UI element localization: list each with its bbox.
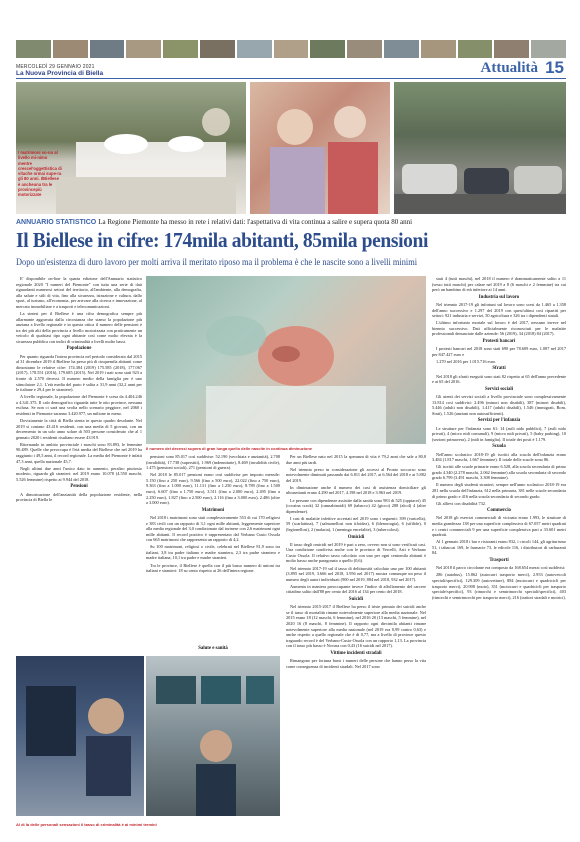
- paragraph: Rimangono per fortuna bassi i numeri delle persone che hanno perso la vita come conseguenza di incidenti stradali. Nel 2017 sono: [286, 658, 426, 669]
- subheading-scuola: Scuola: [492, 444, 506, 450]
- column-4: [432, 276, 566, 836]
- paragraph: Nel triennio 2017-19 gli infortuni sul lavoro sono scesi da 1.465 a 1.358 dell'anno successivo e 1.297 del 2019 con quest'ultimi così ripartiti per settori: 921 industria e servizi, 50 agricoltura e 326 tra i dipendenti statali.: [432, 301, 566, 319]
- photo-cars-street: [394, 82, 566, 214]
- column-3: [286, 454, 426, 836]
- masthead: [16, 64, 103, 77]
- paper-name: La Nuova Provincia di Biella: [16, 70, 104, 77]
- column-2: [146, 454, 280, 642]
- subheading-omicidi: Omicidi: [347, 534, 365, 540]
- paragraph: Nel 2018 il parco circolante era composto da 168.654 mezzi così suddivisi:: [436, 565, 566, 571]
- subheading-matrimoni: Matrimoni: [201, 507, 225, 513]
- subheading-infortuni: Industria sul lavoro: [478, 294, 520, 300]
- paragraph: L'ultimo infortunio mortale sul lavoro è del 2017, nessuno invece nel biennio successivo. Dati ufficialmente riconosciuti per le malattie professionali denunciate dalle aziende: 56 (2019), 34 (2018) 84 (2017).: [432, 320, 566, 337]
- paragraph: Le strutture per l'infanzia sono 61: 14 (asili nido pubblici), 7 (asili nido privati), 4 (micro nidi comunali), 9 (micro nidi privati), 5 (baby parking), 10 (sezioni primavera), 2 (nidi in famiglia). Il totale dei posti è 1.179.: [432, 425, 566, 442]
- photo-left-caption: I matrimoni so-no al livello mi-nimo mentre crescel'oggettistica di vitache ormai supe-ra gli 80 anni. IlBiellese è ancheuna tra le provincepiù motorizzate: [18, 150, 62, 197]
- inset-title-salute: Salute e sanità: [198, 646, 228, 651]
- paragraph: Nell'anno scolastico 2018-19 gli iscritti alla scuola dell'infanzia erano 3.484 (1.817 maschi, 1.667 femmine). Il totale delle scuole sono 86.: [432, 451, 566, 463]
- paragraph: Nel 2018 i matrimoni sono stati complessivamente 553 di cui 170 religiosi e 383 civili con un rapporto di 3,1 ogni mille abitanti, leggermente superiore alla media regionale del 3,0 condizionato dal torinese con 2,6 matrimoni ogni mille abitanti. Il record positivo è rappresentato dal Verbano Cusio Ossola con 665 matrimoni che rappresenta un rapporto di 4,2.: [146, 514, 280, 543]
- photo-newborn: [146, 276, 426, 444]
- operations-room-illustration: [146, 656, 280, 816]
- header-rule: [16, 78, 566, 79]
- paragraph: Negli ultimi due anni l'unico dato in aumento, peraltro piuttosto modesto, riguarda gli stranieri: nel 2019 erano 10.078 (4.550 maschi, 5.526 femmine) rispetto ai 9.944 del 2018.: [16, 465, 142, 482]
- elderly-women-illustration: [250, 82, 390, 214]
- paragraph: A livello regionale, la popolazione del Piemonte è scesa da 4.404.246 a 4.341.375. Il calo demografico riguarda tutte le otto province, nessuna esclusa. Se non ci sarà una svolta nello scenario peggiore, nel 2060 i residenti in Piemonte saranno 3.420.977, un milione in meno.: [16, 394, 142, 416]
- paragraph: Nel 2018 gli esercizi commerciali di vicinato erano 1.993, le strutture di media grandezza 138 per una superficie complessiva di 67.057 metri quadrati e i centri commerciali 9 per una superficie complessiva pari a 33.601 metri quadrati.: [432, 515, 566, 538]
- column-1: [16, 276, 142, 668]
- paragraph: Il numero degli studenti stranieri, sempre nell'anno scolastico 2018-19 era 281 nella scuola dell'infanzia, 612 nella primaria, 381 nelle scuole secondaria di primo grado e 416 nella scuola secondaria di secondo grado.: [432, 482, 566, 499]
- paragraph: Gli iscritti alle scuole primarie erano 6.528, alla scuola secondaria di primo grado 4.340 (2.278 maschi, 2.062 femmine) alla scuola secondaria di secondo grado 6.799 (3.491 maschi, 3.308 femmine).: [432, 464, 566, 481]
- photo-elderly-women: [250, 82, 390, 214]
- subheading-commercio: Commercio: [487, 508, 511, 514]
- paragraph: Le persone con dipendenze assistite dalla sanità sono 983 di 525 (oppiacei) 45 (cocaina crack) 32 (cannabinoidi) 69 (tabacco) 42 (gioco) 288 (alcol) 4 (altre dipendenze).: [286, 497, 426, 514]
- paragraph: Ritornando in ambito provinciale i maschi sono 83.893, le femmine 90.489. Quelle che preoccupa è l'età media del Biellese che nel 2019 ha raggiunto i 49,5 anni, il record regionale. La media del Piemonte è infatti 47,3 anni, quella nazionale 45,7.: [16, 441, 142, 464]
- paragraph: Su 100 matrimoni, religiosi o civile, celebrati nel Biellese 81,9 sono tra italiani, 3,8 tra padre italiano e madre straniera, 2,3 tra padre straniero e madre italiana, 10,1 tra padre e madre stranieri.: [146, 544, 280, 561]
- photo-police-interior: [16, 656, 144, 816]
- photo-caption-newborn: Il numero dei decessi supera di gran lunga quello delle nascite in continua diminuzione: [146, 446, 313, 451]
- paragraph: I protesti bancari nel 2018 sono stati 690 per 78.609 euro, 1.087 nel 2017 per 847.427 euro e: [432, 346, 566, 357]
- paragraph: Gli utenti dei servizi sociali a livello provinciale sono complessivamente 13.814 così suddivisi: 2.496 (minori non disabili), 387 (minori disabili), 5.446 (adulti non disabili), 1.417 (adulti disabili), 1.546 (immigrati, Rom, Sinti), 1.526 (anziani non autosufficienti).: [432, 394, 566, 416]
- paragraph: Nel 2018 gli sfratti eseguiti sono stati 82 rispetto ai 65 dell'anno precedente e ai 65 del 2016.: [432, 373, 566, 385]
- subheading-trasporti: Trasporti: [489, 558, 509, 564]
- paragraph: 286 (autobus), 15.862 (autocarri trasporto merci), 2.953 (autoveicoli speciali/specifici), 129.309 (autovetture), 884 (motocarri e quadricicli per trasporto merci), 20.908 (moto), 351 (motocarri e quadricicli per trasporto speciale/specifici), 93 (rimorchi e semirimorchi speciali/specifici), 403 (rimorchi e semirimorchi per trasporto merci), 216 (trattori stradali e motrici).: [432, 572, 566, 600]
- newborn-illustration: [146, 276, 426, 444]
- deck: La Regione Piemonte ha messo in rete i relativi dati: l'aspettativa di vita continua a salire e supera quota 80 anni: [98, 218, 413, 226]
- paragraph: Nel triennio 2015-2017 il Biellese ha perso il triste primato dei suicidi anche se il tasso di mortalità rimane notevolmente superiore alla media nazionale. Nel 2015 erano 18 (12 maschi, 6 femmine), nel 2016 20 (13 maschi, 5 femmine), nel 2020 16 (8 maschi, 8 femmine). Il rapporto ogni diecimila abitanti rimane notevolmente superiore alla media nazionale (nel 2019 era 0,99 contro 0,63) e anche rispetto a quello regionale che è di 0,77, ma a livello di province questo traguardo record è del Verbano-Cusio-Ossola con un rapporto 1,13. La provincia con il tasso più basso è Novara con 0,43 (16 suicidi nel 2017).: [286, 604, 426, 649]
- paragraph: I casi di malattie infettive accertati nel 2019 sono i seguenti: 399 (varicella), 59 (scarlattina), 7 (salmonellosi non tifoidea), 6 (blenorragia), 6 (sifilide), 0 (legionellosi), 2 (malaria), 1 (meningo encefalite), 3 (tubercolosi).: [286, 515, 426, 532]
- paragraph: Il tasso degli omicidi nel 2019 è pari a zero, ovvero non si sono verificati casi. Una condizione condivisa anche con le province di Vercelli, Asti e Verbano Cusio Ossola. Il relativo tasso calcolato con uno per ogni centomila abitanti è molto basso anche paragonato a quello (0,6).: [286, 541, 426, 564]
- paragraph: stati 4 (tutti maschi), nel 2018 il numero è drammaticamente salito a 11 (sesso tutti maschi) per calare nel 2019 a 8 (6 maschi e 2 femmine) tra cui però un bambino di età inferiore ai 14 anni.: [432, 276, 566, 293]
- section-title: Attualità: [480, 60, 538, 76]
- paragraph: Gli allievi con disabilità 732.: [436, 500, 487, 506]
- photo-caption-criminalita: Al di là delle personali sensazioni il tasso di criminalità è ai minimi termini: [16, 822, 157, 827]
- paragraph: Nel triennio 2017-19 sul il tasso di delittuosità calcolato uno per 100 abitanti (3.895 nel 2019, 3.666 nel 2018, 3.956 nel 2017) mostra comunque un peso il numero degli autori individuati (900 nel 2019, 884 nel 2018, 932 nel 2017).: [286, 565, 426, 582]
- cars-street-illustration: [394, 82, 566, 214]
- paragraph: Nel triennio preso in considerazione gli accessi al Pronto soccorso sono notevolmente diminuiti passando dai 6.811 del 2017, ai 6.564 del 2018 e ai 5.882 del 2019.: [286, 466, 426, 483]
- paragraph: In diminuzione anche il numero dei casi di assistenza domiciliare gli ultrasettanti erano 4.290 nel 2017, 4.198 nel 2018 e 3.963 nel 2019.: [286, 484, 426, 496]
- paragraph: Per quanto riguarda l'intera provincia nel periodo considerato dal 2015 al 31 dicembre 2019 il Biellese ha perso più di cinquemila abitanti come dimostrano le relative cifre: 174.384 (2019) 175.585 (2018), 177.067 (2017), 178.551 (2016), 179.685 (2015). Nel 2019 i nati sono stati 923 a fronte di 2.570 decessi. Il numero medio della famiglia per è uno stimolatore 2,1. L'età media del parto è salita a 31,9 anni (32,2 anni per le italiane e 29,4 per le straniere).: [16, 353, 142, 393]
- subheading-pensioni: Pensioni: [70, 484, 88, 490]
- headline: Il Biellese in cifre: 174mila abitanti, 85mila pensioni: [16, 228, 429, 252]
- issue-date: MERCOLEDÌ 29 GENNAIO 2021: [16, 64, 95, 70]
- paragraph: Al 1 gennaio 2018 i bar e ristoranti erano 832, i circoli 144, gli agriturismo 51, i tabaccai 169, le farmacie 73, le edicole 116, i distributori di carburanti 84.: [432, 539, 566, 556]
- photo-operations-room: [146, 656, 280, 816]
- subheading-popolazione: Popolazione: [66, 346, 92, 352]
- subheading-servizi-sociali: Servizi sociali: [484, 386, 514, 392]
- subheading-vittime: Vittime incidenti stradali: [330, 650, 382, 656]
- subheading-infanzia: Servizi per l'infanzia: [477, 418, 521, 424]
- paragraph: A dimostrazione dell'anzianità della popolazione residente, nella provincia di Biella le: [16, 491, 142, 503]
- kicker-line: [16, 218, 566, 226]
- paragraph: Tra le province, il Biellese è quella con il più basso numero di unioni tra italiani e stranieri: 18 su cento rispetto ai 26 dell'intera regione.: [146, 562, 280, 574]
- police-interior-illustration: [16, 656, 144, 816]
- paragraph: Nel 2018 le 85.017 pensioni erano così suddivise per importo mensile: 5.150 (fino a 250 euro), 9.566 (fino a 500 euro), 22.022 (fino a 750 euro), 9.363 (fino a 1.000 euro), 11.131 (fino a 1.250 euro), 8.789 (fino a 1.500 euro), 6.607 (fino a 1.750 euro), 3.511 (fino a 2.000 euro), 2.495 (fino a 2.250 euro), 1.827 (fino a 2.500 euro), 2.116 (fino a 3.000 euro), 2.486 (oltre a 3.000 euro).: [146, 472, 280, 506]
- subheading-protesti: Protesti bancari: [482, 338, 516, 344]
- subheading-sfratti: Sfratti: [492, 366, 506, 372]
- kicker: ANNUARIO STATISTICO: [16, 219, 97, 226]
- page-number: 15: [545, 58, 564, 77]
- paragraph: E' disponibile on-line la quarta edizione dell'Annuario statistico regionale 2020 "I numeri del Piemonte" con tutta una serie di dati riguardanti numerosi settori del territorio, all'ambiente, alla demografia, alla salute e stili di vita, fino alla sicurezza, istruzione e cultura, dallo sport, al turismo, all'economia, per arrivare alla ricerca e innovazione, al mercato immobiliare e a trasporti e telecomunicazioni.: [16, 276, 142, 309]
- paragraph: La sintesi per il Biellese è una cifra demografica sempre più allarmante aggravata dalla circostanza che siamo la popolazione più anziana a livello regionale e in questa ottica il numero delle pensioni è tra dei più alti della provincia a livello motorizzata con praticamente un veicolo di qualsiasi tipo ogni abitante così come molto elevata è la sicurezza pubblica con indici di criminalità a livelli molto bassi.: [16, 310, 142, 344]
- subheading-suicidi: Suicidi: [348, 596, 364, 602]
- paragraph: Dovizianente la città di Biella stenta in questo quadro desolante. Nel 2019 si contano 43.416 residenti, con una media di 5 giovani, con un decremento in un solo anno solare di 503 persone considerato che al 1 gennaio 2020 i residenti risultano essere 43.919.: [16, 418, 142, 440]
- paragraph: 1.270 nel 2016 per 1.015.716 euro.: [436, 358, 497, 364]
- paragraph: pensioni sono 85.017 così suddivise: 52.190 (vecchiaia e anzianità), 2.708 (invalidità), 17.738 (superstiti), 1.969 (indennitarie), 8.469 (invalidità civile), 1.475 (pensioni sociali), 271 (pensioni di guerra).: [146, 454, 280, 471]
- top-photo-strip: [16, 40, 566, 58]
- paragraph: Aumenta in maniera preoccupante invece l'indice di affollamento del carcere cittadino salito dall'88 per cento del 2016 al 134 per cento del 2018.: [286, 583, 426, 595]
- paragraph: Per un Biellese nato nel 2015 la speranza di vita è 79,2 anni che sale a 80,8 due anni più tardi.: [286, 454, 426, 465]
- subhead: Dopo un'esistenza di duro lavoro per molti arriva il meritato riposo ma il problema è che le nascite sono a livelli minimi: [16, 258, 418, 268]
